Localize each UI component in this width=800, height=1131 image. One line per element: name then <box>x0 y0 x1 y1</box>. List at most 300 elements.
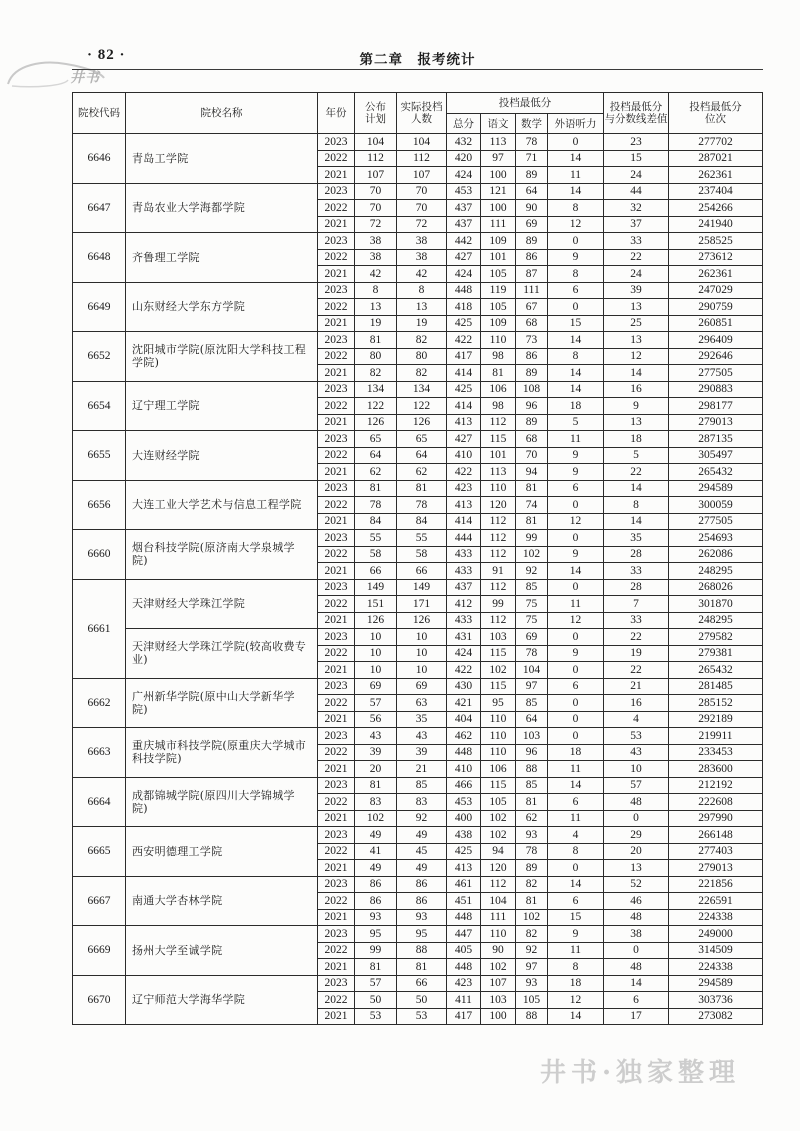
school-name: 扬州大学至诚学院 <box>126 926 318 976</box>
planned-enrollment-cell: 57 <box>355 975 397 992</box>
min-total-score-cell: 438 <box>447 827 481 844</box>
min-chinese-score-cell: 115 <box>481 777 516 794</box>
min-foreign-listening-cell: 6 <box>548 893 604 910</box>
table-row <box>73 827 763 844</box>
min-math-score-cell: 81 <box>516 794 548 811</box>
score-line-difference-cell: 33 <box>604 233 669 250</box>
table-row <box>73 381 763 398</box>
header-score-line-difference: 投档最低分 与分数线差值 <box>604 93 669 134</box>
min-total-score-cell: 453 <box>447 183 481 200</box>
score-line-difference-cell: 44 <box>604 183 669 200</box>
year-cell: 2022 <box>318 794 355 811</box>
school-name: 青岛农业大学海都学院 <box>126 183 318 233</box>
score-line-difference-cell: 35 <box>604 530 669 547</box>
school-name: 沈阳城市学院(原沈阳大学科技工程学院) <box>126 332 318 382</box>
actual-admitted-cell: 49 <box>397 860 447 877</box>
min-chinese-score-cell: 97 <box>481 150 516 167</box>
min-foreign-listening-cell: 9 <box>548 249 604 266</box>
min-chinese-score-cell: 115 <box>481 431 516 448</box>
school-name: 成都锦城学院(原四川大学锦城学院) <box>126 777 318 827</box>
min-foreign-listening-cell: 11 <box>548 167 604 184</box>
header-school-code: 院校代码 <box>73 93 126 134</box>
actual-admitted-cell: 43 <box>397 728 447 745</box>
school-code: 6656 <box>73 480 126 530</box>
planned-enrollment-cell: 93 <box>355 909 397 926</box>
min-math-score-cell: 71 <box>516 150 548 167</box>
school-code: 6647 <box>73 183 126 233</box>
score-line-difference-cell: 39 <box>604 282 669 299</box>
min-total-score-cell: 425 <box>447 381 481 398</box>
min-total-score-cell: 404 <box>447 711 481 728</box>
planned-enrollment-cell: 122 <box>355 398 397 415</box>
min-chinese-score-cell: 110 <box>481 711 516 728</box>
min-total-score-cell: 421 <box>447 695 481 712</box>
planned-enrollment-cell: 151 <box>355 596 397 613</box>
min-foreign-listening-cell: 0 <box>548 579 604 596</box>
min-math-score-cell: 87 <box>516 266 548 283</box>
score-line-difference-cell: 6 <box>604 992 669 1009</box>
min-chinese-score-cell: 121 <box>481 183 516 200</box>
min-total-score-cell: 405 <box>447 942 481 959</box>
planned-enrollment-cell: 53 <box>355 1008 397 1025</box>
min-total-score-cell: 417 <box>447 348 481 365</box>
min-total-score-cell: 427 <box>447 249 481 266</box>
header-school-name: 院校名称 <box>126 93 318 134</box>
page-header <box>72 44 763 70</box>
min-math-score-cell: 68 <box>516 315 548 332</box>
planned-enrollment-cell: 81 <box>355 959 397 976</box>
min-math-score-cell: 62 <box>516 810 548 827</box>
year-cell: 2023 <box>318 926 355 943</box>
min-math-score-cell: 99 <box>516 530 548 547</box>
planned-enrollment-cell: 56 <box>355 711 397 728</box>
year-cell: 2022 <box>318 893 355 910</box>
min-score-rank-cell: 277702 <box>669 134 763 151</box>
min-chinese-score-cell: 100 <box>481 1008 516 1025</box>
score-line-difference-cell: 43 <box>604 744 669 761</box>
year-cell: 2021 <box>318 860 355 877</box>
min-total-score-cell: 448 <box>447 909 481 926</box>
score-line-difference-cell: 32 <box>604 200 669 217</box>
min-math-score-cell: 73 <box>516 332 548 349</box>
min-score-rank-cell: 305497 <box>669 447 763 464</box>
min-foreign-listening-cell: 14 <box>548 777 604 794</box>
min-total-score-cell: 433 <box>447 563 481 580</box>
min-foreign-listening-cell: 8 <box>548 266 604 283</box>
table-row <box>73 134 763 151</box>
min-score-rank-cell: 266148 <box>669 827 763 844</box>
min-total-score-cell: 448 <box>447 282 481 299</box>
min-chinese-score-cell: 94 <box>481 843 516 860</box>
min-score-rank-cell: 221856 <box>669 876 763 893</box>
score-line-difference-cell: 14 <box>604 365 669 382</box>
min-math-score-cell: 89 <box>516 365 548 382</box>
min-total-score-cell: 447 <box>447 926 481 943</box>
min-total-score-cell: 424 <box>447 266 481 283</box>
actual-admitted-cell: 63 <box>397 695 447 712</box>
min-chinese-score-cell: 106 <box>481 381 516 398</box>
actual-admitted-cell: 88 <box>397 942 447 959</box>
min-math-score-cell: 82 <box>516 926 548 943</box>
min-math-score-cell: 104 <box>516 662 548 679</box>
actual-admitted-cell: 126 <box>397 612 447 629</box>
school-code: 6669 <box>73 926 126 976</box>
year-cell: 2022 <box>318 942 355 959</box>
min-total-score-cell: 400 <box>447 810 481 827</box>
min-math-score-cell: 93 <box>516 827 548 844</box>
min-math-score-cell: 89 <box>516 414 548 431</box>
actual-admitted-cell: 82 <box>397 332 447 349</box>
min-foreign-listening-cell: 6 <box>548 794 604 811</box>
min-chinese-score-cell: 103 <box>481 629 516 646</box>
min-score-rank-cell: 260851 <box>669 315 763 332</box>
planned-enrollment-cell: 70 <box>355 183 397 200</box>
min-foreign-listening-cell: 11 <box>548 761 604 778</box>
min-math-score-cell: 82 <box>516 876 548 893</box>
min-score-rank-cell: 219911 <box>669 728 763 745</box>
school-code: 6663 <box>73 728 126 778</box>
year-cell: 2022 <box>318 992 355 1009</box>
min-score-rank-cell: 279381 <box>669 645 763 662</box>
min-chinese-score-cell: 104 <box>481 893 516 910</box>
min-foreign-listening-cell: 0 <box>548 711 604 728</box>
planned-enrollment-cell: 10 <box>355 645 397 662</box>
planned-enrollment-cell: 82 <box>355 365 397 382</box>
min-chinese-score-cell: 112 <box>481 579 516 596</box>
min-math-score-cell: 96 <box>516 398 548 415</box>
year-cell: 2021 <box>318 464 355 481</box>
min-math-score-cell: 81 <box>516 513 548 530</box>
min-score-rank-cell: 224338 <box>669 959 763 976</box>
planned-enrollment-cell: 126 <box>355 612 397 629</box>
min-chinese-score-cell: 102 <box>481 827 516 844</box>
school-code: 6660 <box>73 530 126 580</box>
year-cell: 2023 <box>318 876 355 893</box>
year-cell: 2023 <box>318 233 355 250</box>
min-total-score-cell: 424 <box>447 167 481 184</box>
min-foreign-listening-cell: 8 <box>548 348 604 365</box>
year-cell: 2023 <box>318 975 355 992</box>
min-score-rank-cell: 262361 <box>669 167 763 184</box>
min-total-score-cell: 451 <box>447 893 481 910</box>
min-math-score-cell: 81 <box>516 893 548 910</box>
min-chinese-score-cell: 113 <box>481 464 516 481</box>
planned-enrollment-cell: 83 <box>355 794 397 811</box>
min-chinese-score-cell: 100 <box>481 200 516 217</box>
min-chinese-score-cell: 112 <box>481 546 516 563</box>
score-line-difference-cell: 22 <box>604 662 669 679</box>
min-score-rank-cell: 283600 <box>669 761 763 778</box>
table-row <box>73 777 763 794</box>
school-name: 广州新华学院(原中山大学新华学院) <box>126 678 318 728</box>
header-min-score-rank: 投档最低分 位次 <box>669 93 763 134</box>
actual-admitted-cell: 122 <box>397 398 447 415</box>
min-total-score-cell: 448 <box>447 959 481 976</box>
actual-admitted-cell: 84 <box>397 513 447 530</box>
actual-admitted-cell: 39 <box>397 744 447 761</box>
min-score-rank-cell: 298177 <box>669 398 763 415</box>
min-chinese-score-cell: 111 <box>481 909 516 926</box>
year-cell: 2022 <box>318 695 355 712</box>
min-chinese-score-cell: 112 <box>481 876 516 893</box>
actual-admitted-cell: 107 <box>397 167 447 184</box>
year-cell: 2022 <box>318 200 355 217</box>
min-total-score-cell: 430 <box>447 678 481 695</box>
min-chinese-score-cell: 110 <box>481 744 516 761</box>
header-total-score: 总分 <box>447 114 481 134</box>
min-score-rank-cell: 285152 <box>669 695 763 712</box>
min-math-score-cell: 70 <box>516 447 548 464</box>
score-line-difference-cell: 46 <box>604 893 669 910</box>
min-score-rank-cell: 254693 <box>669 530 763 547</box>
score-line-difference-cell: 15 <box>604 150 669 167</box>
planned-enrollment-cell: 66 <box>355 563 397 580</box>
score-line-difference-cell: 53 <box>604 728 669 745</box>
page-number: · 82 · <box>87 47 126 63</box>
min-score-rank-cell: 290883 <box>669 381 763 398</box>
header-year: 年份 <box>318 93 355 134</box>
table-row <box>73 926 763 943</box>
min-math-score-cell: 69 <box>516 216 548 233</box>
min-math-score-cell: 85 <box>516 695 548 712</box>
min-foreign-listening-cell: 0 <box>548 134 604 151</box>
min-score-rank-cell: 279013 <box>669 414 763 431</box>
min-chinese-score-cell: 105 <box>481 794 516 811</box>
min-math-score-cell: 67 <box>516 299 548 316</box>
school-code: 6649 <box>73 282 126 332</box>
min-score-rank-cell: 314509 <box>669 942 763 959</box>
min-chinese-score-cell: 101 <box>481 447 516 464</box>
min-foreign-listening-cell: 0 <box>548 629 604 646</box>
score-line-difference-cell: 14 <box>604 480 669 497</box>
planned-enrollment-cell: 86 <box>355 893 397 910</box>
year-cell: 2023 <box>318 480 355 497</box>
min-math-score-cell: 105 <box>516 992 548 1009</box>
min-chinese-score-cell: 110 <box>481 480 516 497</box>
min-foreign-listening-cell: 12 <box>548 216 604 233</box>
min-foreign-listening-cell: 14 <box>548 563 604 580</box>
year-cell: 2022 <box>318 398 355 415</box>
min-math-score-cell: 75 <box>516 596 548 613</box>
min-foreign-listening-cell: 14 <box>548 876 604 893</box>
score-line-difference-cell: 4 <box>604 711 669 728</box>
min-foreign-listening-cell: 14 <box>548 381 604 398</box>
min-foreign-listening-cell: 6 <box>548 678 604 695</box>
year-cell: 2023 <box>318 728 355 745</box>
min-score-rank-cell: 254266 <box>669 200 763 217</box>
year-cell: 2023 <box>318 827 355 844</box>
actual-admitted-cell: 13 <box>397 299 447 316</box>
year-cell: 2023 <box>318 629 355 646</box>
year-cell: 2021 <box>318 612 355 629</box>
actual-admitted-cell: 58 <box>397 546 447 563</box>
min-math-score-cell: 75 <box>516 612 548 629</box>
min-foreign-listening-cell: 15 <box>548 315 604 332</box>
min-foreign-listening-cell: 18 <box>548 398 604 415</box>
min-score-rank-cell: 296409 <box>669 332 763 349</box>
min-math-score-cell: 103 <box>516 728 548 745</box>
min-math-score-cell: 68 <box>516 431 548 448</box>
min-score-rank-cell: 279013 <box>669 860 763 877</box>
actual-admitted-cell: 112 <box>397 150 447 167</box>
min-total-score-cell: 433 <box>447 612 481 629</box>
planned-enrollment-cell: 13 <box>355 299 397 316</box>
planned-enrollment-cell: 55 <box>355 530 397 547</box>
year-cell: 2022 <box>318 150 355 167</box>
planned-enrollment-cell: 149 <box>355 579 397 596</box>
header-actual-admitted: 实际投档 人数 <box>397 93 447 134</box>
min-total-score-cell: 418 <box>447 299 481 316</box>
min-total-score-cell: 413 <box>447 860 481 877</box>
actual-admitted-cell: 10 <box>397 629 447 646</box>
min-foreign-listening-cell: 0 <box>548 695 604 712</box>
year-cell: 2021 <box>318 216 355 233</box>
min-foreign-listening-cell: 9 <box>548 464 604 481</box>
min-total-score-cell: 424 <box>447 645 481 662</box>
min-chinese-score-cell: 109 <box>481 233 516 250</box>
year-cell: 2021 <box>318 414 355 431</box>
min-math-score-cell: 88 <box>516 1008 548 1025</box>
min-chinese-score-cell: 115 <box>481 678 516 695</box>
score-line-difference-cell: 24 <box>604 167 669 184</box>
score-line-difference-cell: 13 <box>604 860 669 877</box>
actual-admitted-cell: 72 <box>397 216 447 233</box>
planned-enrollment-cell: 126 <box>355 414 397 431</box>
table-header <box>73 93 763 134</box>
min-score-rank-cell: 224338 <box>669 909 763 926</box>
min-chinese-score-cell: 95 <box>481 695 516 712</box>
actual-admitted-cell: 62 <box>397 464 447 481</box>
min-total-score-cell: 462 <box>447 728 481 745</box>
school-name: 西安明德理工学院 <box>126 827 318 877</box>
min-total-score-cell: 410 <box>447 447 481 464</box>
min-score-rank-cell: 301870 <box>669 596 763 613</box>
min-math-score-cell: 96 <box>516 744 548 761</box>
year-cell: 2023 <box>318 579 355 596</box>
min-score-rank-cell: 237404 <box>669 183 763 200</box>
score-line-difference-cell: 16 <box>604 381 669 398</box>
score-line-difference-cell: 23 <box>604 134 669 151</box>
min-score-rank-cell: 290759 <box>669 299 763 316</box>
min-total-score-cell: 414 <box>447 365 481 382</box>
min-score-rank-cell: 277505 <box>669 513 763 530</box>
score-line-difference-cell: 14 <box>604 513 669 530</box>
table-body <box>73 134 763 1025</box>
min-score-rank-cell: 248295 <box>669 563 763 580</box>
logo-text: 井书 <box>70 70 100 86</box>
min-score-rank-cell: 265432 <box>669 662 763 679</box>
min-foreign-listening-cell: 12 <box>548 992 604 1009</box>
score-line-difference-cell: 13 <box>604 299 669 316</box>
min-math-score-cell: 94 <box>516 464 548 481</box>
min-math-score-cell: 85 <box>516 579 548 596</box>
table-row <box>73 431 763 448</box>
score-line-difference-cell: 20 <box>604 843 669 860</box>
school-name: 辽宁师范大学海华学院 <box>126 975 318 1025</box>
year-cell: 2021 <box>318 365 355 382</box>
min-foreign-listening-cell: 11 <box>548 596 604 613</box>
school-name: 青岛工学院 <box>126 134 318 184</box>
actual-admitted-cell: 80 <box>397 348 447 365</box>
min-score-rank-cell: 273082 <box>669 1008 763 1025</box>
min-chinese-score-cell: 120 <box>481 860 516 877</box>
min-total-score-cell: 437 <box>447 216 481 233</box>
actual-admitted-cell: 66 <box>397 975 447 992</box>
min-score-rank-cell: 262361 <box>669 266 763 283</box>
year-cell: 2022 <box>318 645 355 662</box>
table-row <box>73 480 763 497</box>
planned-enrollment-cell: 95 <box>355 926 397 943</box>
min-score-rank-cell: 212192 <box>669 777 763 794</box>
min-foreign-listening-cell: 11 <box>548 431 604 448</box>
min-score-rank-cell: 287135 <box>669 431 763 448</box>
planned-enrollment-cell: 38 <box>355 233 397 250</box>
min-foreign-listening-cell: 0 <box>548 860 604 877</box>
year-cell: 2023 <box>318 332 355 349</box>
planned-enrollment-cell: 70 <box>355 200 397 217</box>
year-cell: 2021 <box>318 810 355 827</box>
min-total-score-cell: 411 <box>447 992 481 1009</box>
score-line-difference-cell: 22 <box>604 629 669 646</box>
score-line-difference-cell: 12 <box>604 348 669 365</box>
min-score-rank-cell: 247029 <box>669 282 763 299</box>
planned-enrollment-cell: 72 <box>355 216 397 233</box>
score-line-difference-cell: 48 <box>604 909 669 926</box>
planned-enrollment-cell: 8 <box>355 282 397 299</box>
header-planned-enrollment: 公布 计划 <box>355 93 397 134</box>
min-math-score-cell: 111 <box>516 282 548 299</box>
min-foreign-listening-cell: 0 <box>548 662 604 679</box>
min-foreign-listening-cell: 0 <box>548 530 604 547</box>
year-cell: 2022 <box>318 249 355 266</box>
header-foreign-listening-score: 外语听力 <box>548 114 604 134</box>
score-line-difference-cell: 22 <box>604 464 669 481</box>
min-score-rank-cell: 265432 <box>669 464 763 481</box>
min-foreign-listening-cell: 14 <box>548 365 604 382</box>
min-score-rank-cell: 300059 <box>669 497 763 514</box>
min-math-score-cell: 102 <box>516 546 548 563</box>
year-cell: 2022 <box>318 497 355 514</box>
min-math-score-cell: 86 <box>516 348 548 365</box>
min-chinese-score-cell: 107 <box>481 975 516 992</box>
year-cell: 2022 <box>318 843 355 860</box>
actual-admitted-cell: 35 <box>397 711 447 728</box>
min-score-rank-cell: 277403 <box>669 843 763 860</box>
year-cell: 2022 <box>318 596 355 613</box>
school-code: 6646 <box>73 134 126 184</box>
min-total-score-cell: 437 <box>447 200 481 217</box>
year-cell: 2023 <box>318 381 355 398</box>
header-math-score: 数学 <box>516 114 548 134</box>
school-code: 6661 <box>73 579 126 678</box>
min-total-score-cell: 414 <box>447 398 481 415</box>
year-cell: 2023 <box>318 777 355 794</box>
min-chinese-score-cell: 112 <box>481 414 516 431</box>
year-cell: 2022 <box>318 447 355 464</box>
min-chinese-score-cell: 91 <box>481 563 516 580</box>
actual-admitted-cell: 81 <box>397 480 447 497</box>
min-score-rank-cell: 277505 <box>669 365 763 382</box>
score-line-difference-cell: 48 <box>604 959 669 976</box>
actual-admitted-cell: 104 <box>397 134 447 151</box>
min-score-rank-cell: 294589 <box>669 975 763 992</box>
year-cell: 2023 <box>318 678 355 695</box>
actual-admitted-cell: 66 <box>397 563 447 580</box>
min-chinese-score-cell: 90 <box>481 942 516 959</box>
min-foreign-listening-cell: 0 <box>548 299 604 316</box>
planned-enrollment-cell: 20 <box>355 761 397 778</box>
year-cell: 2023 <box>318 530 355 547</box>
